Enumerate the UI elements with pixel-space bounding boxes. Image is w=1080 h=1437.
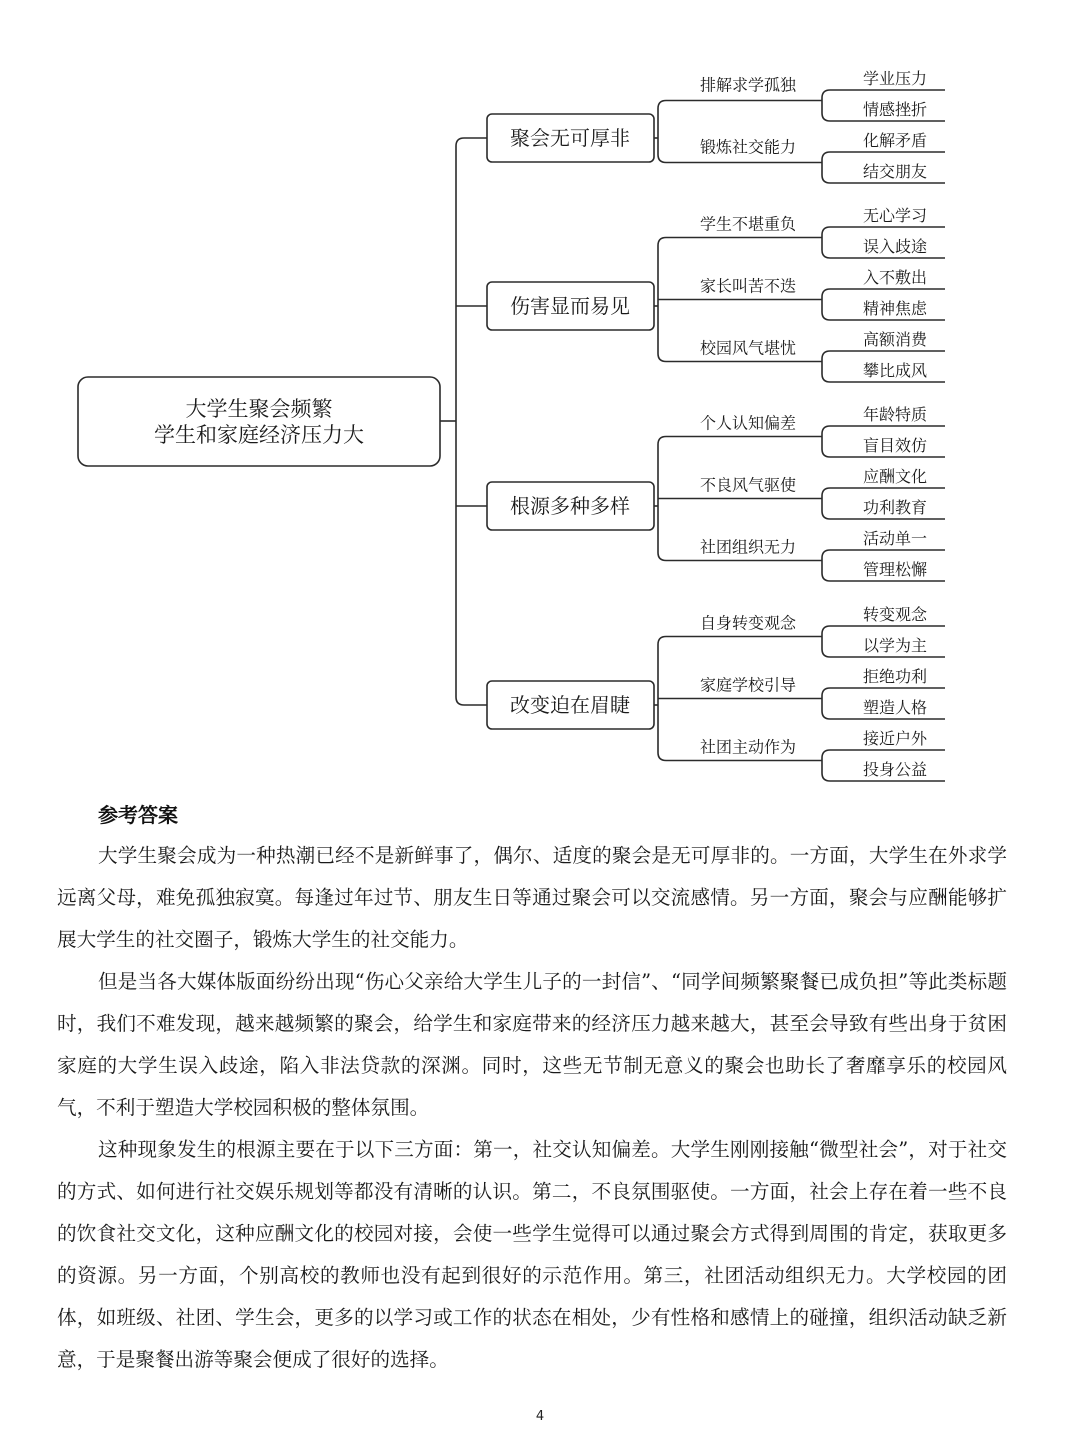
sub-label-4-1: 自身转变观念	[699, 613, 797, 633]
sub-label-1-1: 排解求学孤独	[699, 75, 797, 95]
leaf-label-2-3-1: 高额消费	[862, 330, 928, 349]
reference-answer-section	[57, 795, 1007, 1381]
root-node	[78, 377, 440, 466]
root-title-line-1: 大学生聚会频繁	[185, 397, 333, 421]
leaf-label-3-3-2: 管理松懈	[862, 560, 928, 579]
leaf-label-3-1-1: 年龄特质	[862, 405, 928, 424]
leaf-label-2-1-1: 无心学习	[862, 206, 928, 225]
leaf-label-3-1-2: 盲目效仿	[862, 436, 928, 455]
leaf-label-1-2-2: 结交朋友	[862, 162, 928, 181]
root-bracket	[456, 138, 487, 705]
branch-label-3: 根源多种多样	[510, 494, 630, 518]
leaf-label-3-2-2: 功利教育	[862, 498, 928, 517]
leaf-label-4-3-2: 投身公益	[862, 760, 928, 779]
leaf-label-2-3-2: 攀比成风	[862, 361, 928, 380]
sub-label-2-2: 家长叫苦不迭	[699, 276, 797, 296]
leaf-label-1-1-2: 情感挫折	[862, 100, 928, 119]
mind-map-nodes	[78, 69, 928, 779]
leaf-label-2-1-2: 误入歧途	[862, 237, 928, 256]
leaf-label-3-2-1: 应酬文化	[862, 467, 928, 486]
leaf-label-1-1-1: 学业压力	[862, 69, 928, 88]
sub-label-4-2: 家庭学校引导	[699, 675, 797, 695]
sub-label-4-3: 社团主动作为	[699, 737, 797, 757]
leaf-label-1-2-1: 化解矛盾	[862, 131, 928, 150]
sub-label-2-3: 校园风气堪忧	[699, 338, 797, 358]
leaf-label-4-1-2: 以学为主	[862, 636, 928, 655]
answer-paragraph-2: 但是当各大媒体版面纷纷出现“伤心父亲给大学生儿子的一封信”、“同学间频繁聚餐已成负担”等此类标题时，我们不难发现，越来越频繁的聚会，给学生和家庭带来的经济压力越来越大，甚至会导致有些出身于贫困家庭的大学生误入歧途，陷入非法贷款的深渊。同时，这些无节制无意义的聚会也助长了奢靡享乐的校园风气，不利于塑造大学校园积极的整体氛围。	[57, 970, 1007, 1119]
leaf-label-4-2-2: 塑造人格	[862, 698, 928, 717]
branch-label-2: 伤害显而易见	[510, 294, 630, 318]
answer-heading: 参考答案	[98, 803, 178, 827]
leaf-label-3-3-1: 活动单一	[862, 529, 928, 548]
sub-label-3-2: 不良风气驱使	[699, 475, 797, 495]
root-title-line-2: 学生和家庭经济压力大	[154, 423, 364, 447]
leaf-label-4-2-1: 拒绝功利	[862, 667, 928, 686]
leaf-label-4-3-1: 接近户外	[862, 729, 928, 748]
branch-label-1: 聚会无可厚非	[510, 126, 630, 150]
leaf-label-2-2-1: 入不敷出	[862, 268, 928, 287]
leaf-label-2-2-2: 精神焦虑	[862, 299, 928, 318]
answer-paragraph-1: 大学生聚会成为一种热潮已经不是新鲜事了，偶尔、适度的聚会是无可厚非的。一方面，大学生在外求学远离父母，难免孤独寂寞。每逢过年过节、朋友生日等通过聚会可以交流感情。另一方面，聚会与应酬能够扩展大学生的社交圈子，锻炼大学生的社交能力。	[57, 844, 1007, 951]
branch-label-4: 改变迫在眉睫	[510, 693, 630, 717]
answer-paragraph-3: 这种现象发生的根源主要在于以下三方面：第一，社交认知偏差。大学生刚刚接触“微型社会”，对于社交的方式、如何进行社交娱乐规划等都没有清晰的认识。第二，不良氛围驱使。一方面，社会上存在着一些不良的饮食社交文化，这种应酬文化的校园对接，会使一些学生觉得可以通过聚会方式得到周围的肯定，获取更多的资源。另一方面，个别高校的教师也没有起到很好的示范作用。第三，社团活动组织无力。大学校园的团体，如班级、社团、学生会，更多的以学习或工作的状态在相处，少有性格和感情上的碰撞，组织活动缺乏新意，于是聚餐出游等聚会便成了很好的选择。	[57, 1138, 1007, 1371]
sub-label-3-3: 社团组织无力	[699, 537, 797, 557]
sub-label-3-1: 个人认知偏差	[699, 413, 797, 433]
sub-label-1-2: 锻炼社交能力	[699, 137, 797, 157]
page-number: 4	[535, 1409, 545, 1424]
leaf-label-4-1-1: 转变观念	[862, 605, 928, 624]
sub-label-2-1: 学生不堪重负	[699, 214, 797, 234]
